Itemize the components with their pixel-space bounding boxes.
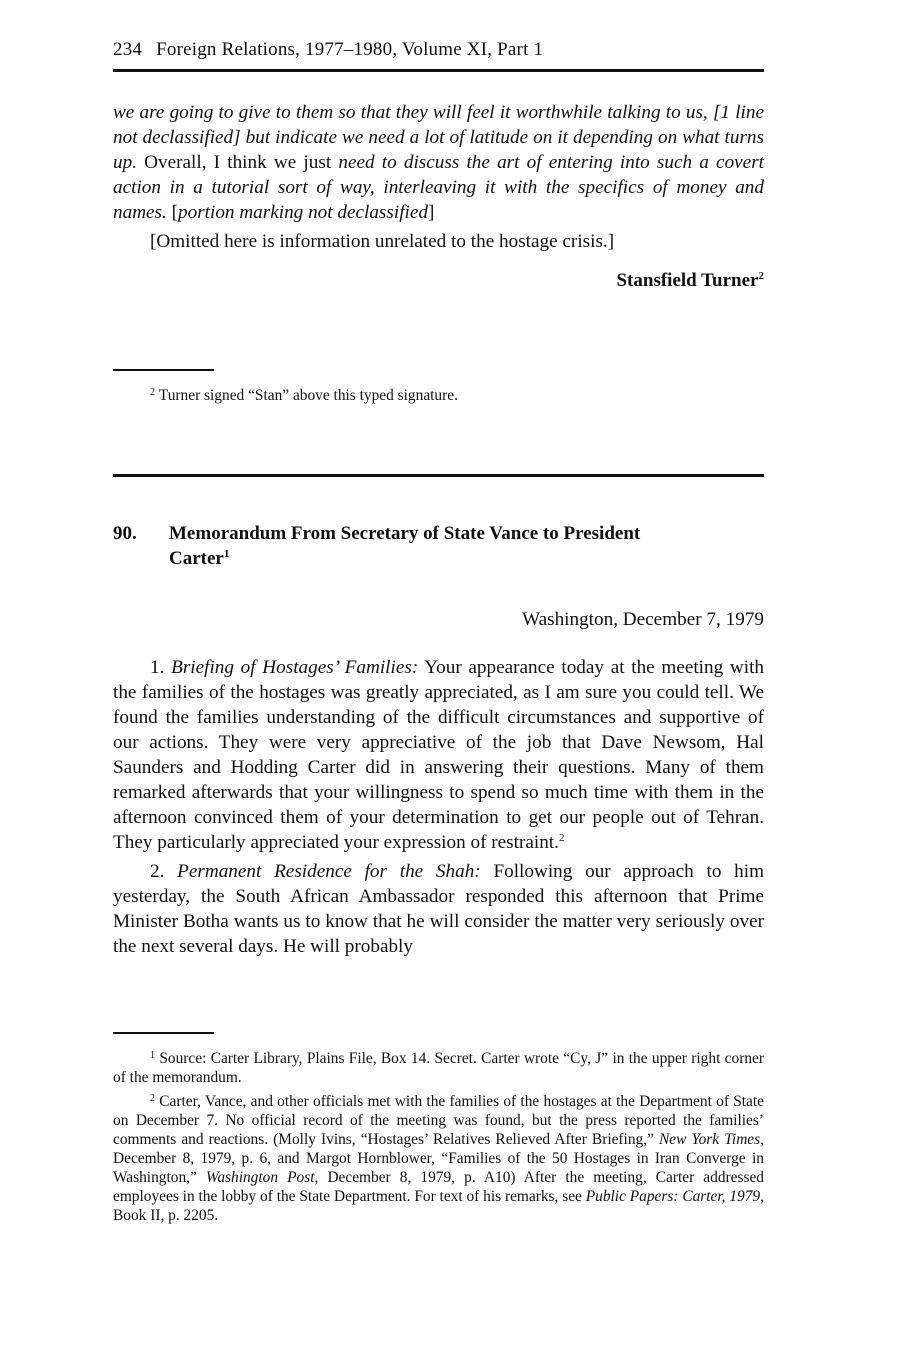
text-run: ]: [427, 202, 435, 223]
text-run: Your appearance today at the meeting with the families of the hostages was greatly appreciated, as I am sure you could tell. We found the families understanding of the difficult circumstances and supportive of our actions. They were very appreciative of the job that Dave Newsom, Hal Saunders and Hodding Carter did in answering their questions. Many of them remarked afterwards that your willingness to spend so much time with them in the afternoon convinced them of your determination to get our people out of Tehran. They particularly appreciated your expression of restraint.: [113, 657, 765, 853]
italic-run: Public Papers: Carter, 1979: [585, 1188, 761, 1205]
text-run: , December 8, 1979, p. A10) After the meeting, Carter addressed employees in the lobby of the State Department. For text of his remarks, see: [113, 1169, 764, 1205]
footnote-rule-2: [113, 1032, 214, 1034]
text-run: Carter, Vance, and other officials met with the families of the hostages at the Department of State on December 7. No official record of the meeting was found, but the press reported the families’ comments and reactions. (Molly Ivins, “Hostages’ Relatives Relieved After Briefing,”: [113, 1093, 764, 1148]
footnote-ref: 2: [558, 832, 565, 844]
italic-run: [1 line not declassified]: [113, 102, 764, 148]
italic-run: New York Times: [659, 1131, 761, 1148]
dateline: Washington, December 7, 1979: [522, 609, 764, 630]
italic-run: but indicate we need a lot of latitude on it depending on what turns up.: [113, 127, 764, 173]
paragraph-shah-residence: [113, 859, 764, 959]
footnote-rule: [113, 369, 214, 371]
document-title: Memorandum From Secretary of State Vance to President Carter: [169, 523, 641, 569]
text-run: , Book II, p. 2205.: [113, 1188, 764, 1224]
document-title-wrap: [169, 521, 649, 571]
footnote-number: 1: [150, 1050, 155, 1061]
footnote: [113, 1049, 764, 1087]
text-run: Overall, I think we just: [136, 152, 339, 173]
italic-run: Permanent Residence for the Shah:: [177, 861, 481, 882]
document-number: 90.: [113, 523, 137, 544]
document-separator-rule: [113, 474, 764, 477]
text-run: 2.: [150, 861, 178, 882]
italic-run: portion marking not declassified: [178, 202, 428, 223]
document-heading: [113, 521, 764, 571]
prev-doc-continuation: [113, 100, 764, 254]
text-run: , December 8, 1979, p. 6, and Margot Hornblower, “Families of the 50 Hostages in Iran Converge in Washington,”: [113, 1131, 764, 1186]
prev-doc-paragraph: [113, 100, 764, 225]
footnote: [113, 1092, 764, 1225]
text-run: Following our approach to him yesterday, the South African Ambassador responded this afternoon that Prime Minister Botha wants us to know that he will consider the matter very seriously over the next several days. He will probably: [113, 861, 765, 957]
footnote-text: Turner signed “Stan” above this typed signature.: [158, 387, 458, 404]
italic-run: we are going to give to them so that they will feel it worthwhile talking to us,: [113, 102, 713, 123]
running-title: Foreign Relations, 1977–1980, Volume XI, Part 1: [156, 39, 544, 60]
text-run: [: [166, 202, 179, 223]
text-run: Source: Carter Library, Plains File, Box 14. Secret. Carter wrote “Cy, J” in the upper right corner of the memorandum.: [113, 1050, 764, 1086]
signature-footnote: [113, 386, 764, 405]
italic-run: Briefing of Hostages’ Families:: [171, 657, 419, 678]
omitted-note: [Omitted here is information unrelated to the hostage crisis.]: [150, 231, 615, 252]
running-header: [113, 39, 764, 61]
signature-block: [113, 270, 764, 292]
document-footnotes: [113, 1049, 764, 1225]
footnote-number: 2: [150, 1093, 155, 1104]
header-rule: [113, 69, 764, 72]
italic-run: need to discuss the art of entering into such a covert action in a tutorial sort of way, interleaving it with the specifics of money and names.: [113, 152, 764, 223]
page-number: 234: [113, 39, 143, 60]
title-footnote-ref: 1: [223, 548, 230, 560]
text-run: 1.: [150, 657, 172, 678]
signature-name: Stansfield Turner: [616, 270, 759, 291]
italic-run: Washington Post: [205, 1169, 315, 1186]
signature-footnote-ref: 2: [758, 270, 764, 282]
paragraph-briefing-families: [113, 655, 764, 855]
memorandum-body: [113, 655, 764, 959]
footnote-number: 2: [150, 387, 155, 398]
